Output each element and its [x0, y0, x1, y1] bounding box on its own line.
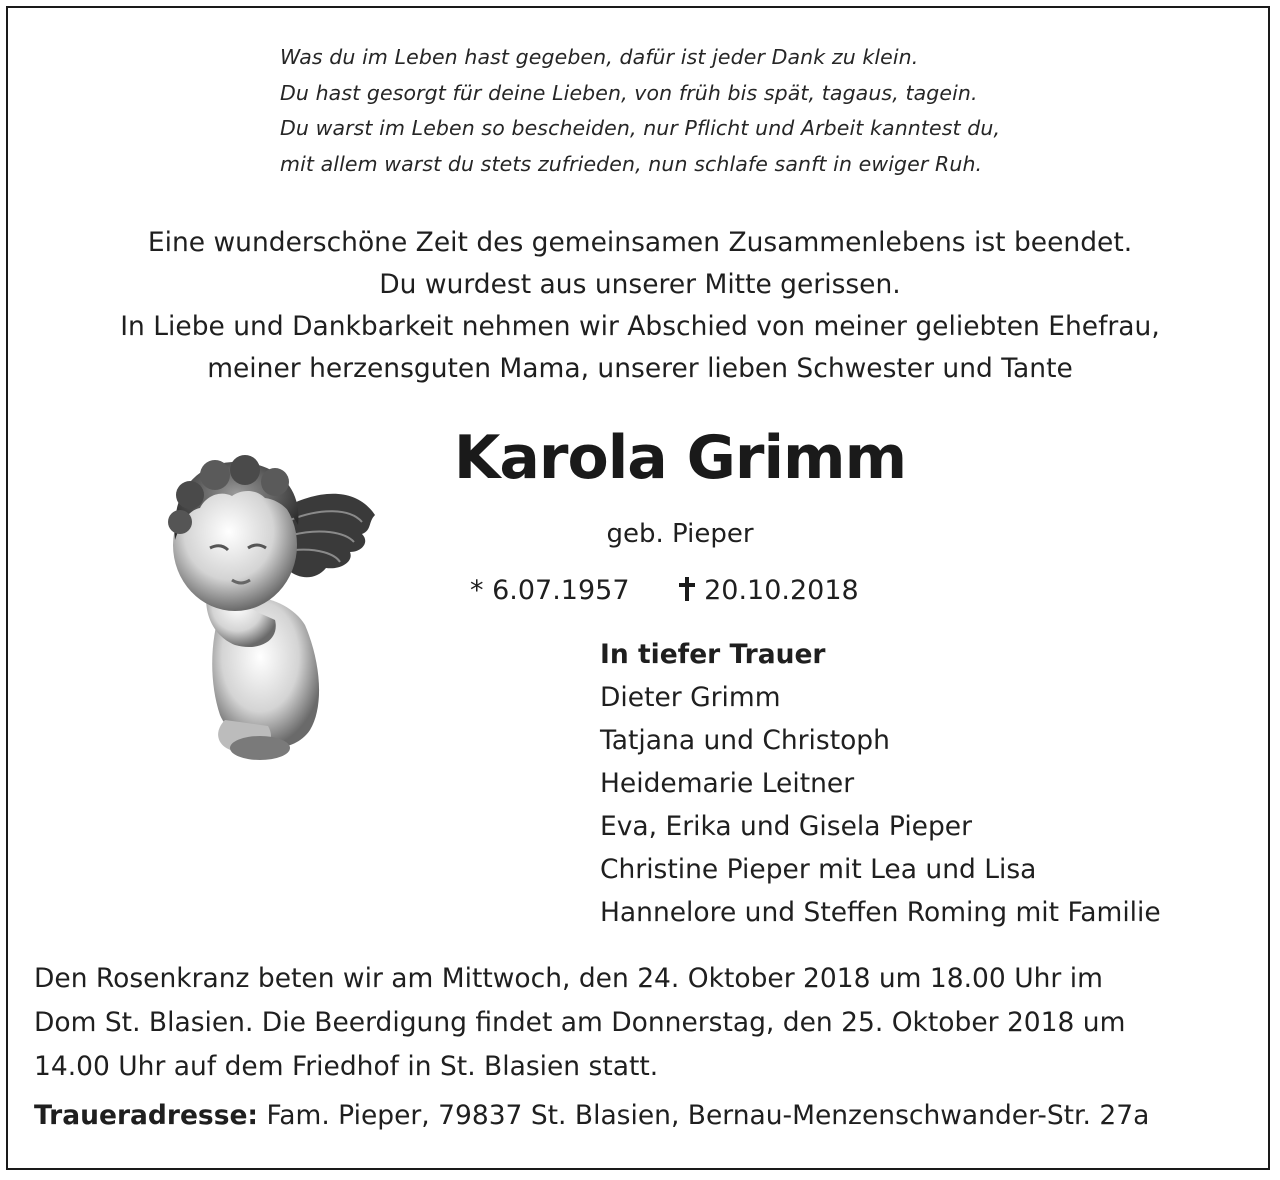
- intro-line: Eine wunderschöne Zeit des gemeinsamen Zusammenlebens ist beendet.: [147, 227, 1133, 258]
- mourner-name: Eva, Erika und Gisela Pieper: [600, 811, 973, 842]
- intro-text: [0, 222, 1280, 390]
- birth-date: * 6.07.1957: [470, 575, 630, 606]
- poem-line: Du hast gesorgt für deine Lieben, von früh bis spät, tagaus, tagein.: [280, 80, 978, 105]
- mourners-list: [600, 633, 1260, 934]
- poem-line: Was du im Leben hast gegeben, dafür ist jeder Dank zu klein.: [280, 45, 919, 69]
- death-date: 20.10.2018: [704, 575, 859, 606]
- mourner-name: Heidemarie Leitner: [600, 768, 855, 799]
- cross-icon: [678, 577, 696, 601]
- maiden-name: geb. Pieper: [606, 519, 754, 549]
- mourning-address: [34, 1094, 1254, 1138]
- intro-line: In Liebe und Dankbarkeit nehmen wir Abschied von meiner geliebten Ehefrau,: [120, 311, 1160, 342]
- service-line: Dom St. Blasien. Die Beerdigung findet am Donnerstag, den 25. Oktober 2018 um: [34, 1007, 1126, 1038]
- intro-line: meiner herzensguten Mama, unserer lieben Schwester und Tante: [207, 353, 1073, 384]
- poem-line: mit allem warst du stets zufrieden, nun schlafe sanft in ewiger Ruh.: [280, 151, 983, 176]
- mourner-name: Dieter Grimm: [600, 682, 781, 713]
- service-line: Den Rosenkranz beten wir am Mittwoch, den 24. Oktober 2018 um 18.00 Uhr im: [34, 963, 1103, 994]
- death-date-group: [678, 575, 859, 606]
- mourners-heading: In tiefer Trauer: [600, 639, 826, 670]
- address-value: Fam. Pieper, 79837 St. Blasien, Bernau-Menzenschwander-Str. 27a: [258, 1100, 1150, 1131]
- deceased-name: Karola Grimm: [453, 423, 907, 493]
- life-dates: [470, 570, 890, 612]
- address-label: Traueradresse:: [34, 1100, 259, 1131]
- service-line: 14.00 Uhr auf dem Friedhof in St. Blasien statt.: [34, 1051, 659, 1082]
- mourner-name: Hannelore und Steffen Roming mit Familie: [600, 897, 1161, 928]
- mourner-name: Tatjana und Christoph: [600, 725, 890, 756]
- service-info: [34, 957, 1254, 1089]
- intro-line: Du wurdest aus unserer Mitte gerissen.: [379, 269, 901, 300]
- cherub-angel-image: [140, 430, 390, 770]
- mourner-name: Christine Pieper mit Lea und Lisa: [600, 854, 1037, 885]
- poem-line: Du warst im Leben so bescheiden, nur Pflicht und Arbeit kanntest du,: [280, 116, 1001, 140]
- memorial-poem: [280, 40, 1180, 182]
